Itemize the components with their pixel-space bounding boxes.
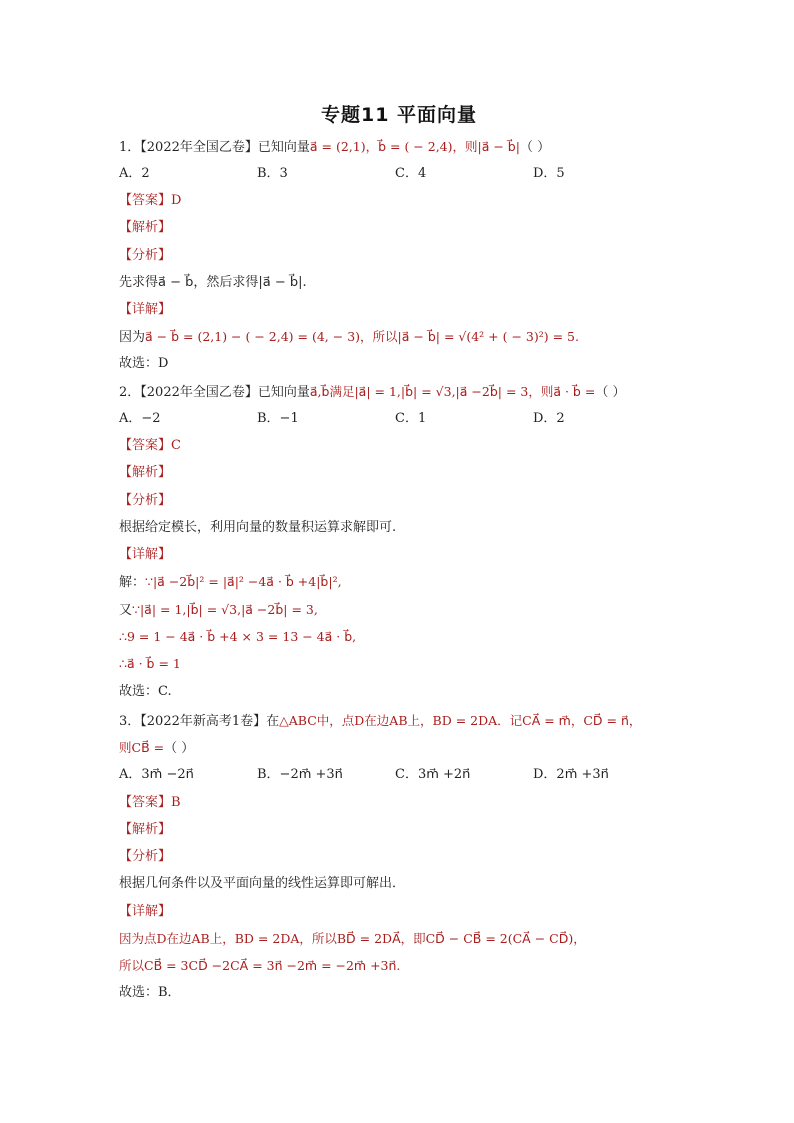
question-3-stem xyxy=(119,710,719,732)
detail-math: ∵|a⃗| = 1,|b⃗| = √3,|a⃗ −2b⃗| = 3, xyxy=(132,602,318,617)
exam-source-tag: 【2022年全国乙卷】 xyxy=(140,385,258,400)
reasoning-heading: 【分析】 xyxy=(119,849,172,864)
detail-line-4: ∴a⃗ · b⃗ = 1 xyxy=(119,656,181,671)
question-number: 1． xyxy=(119,140,141,155)
reasoning-heading: 【分析】 xyxy=(119,248,172,263)
answer-blank: （ ） xyxy=(519,140,551,155)
detail-heading: 【详解】 xyxy=(119,904,172,919)
question-math: △ABC中，点D在边AB上，BD = 2DA．记CA⃗ = m⃗，CD⃗ = n⃗， xyxy=(279,713,642,728)
reasoning-text: 根据给定模长，利用向量的数量积运算求解即可. xyxy=(119,520,397,535)
question-3-stem-continued xyxy=(119,737,719,759)
final-choice: 故选：D xyxy=(119,356,169,371)
question-math: a⃗,b⃗满足|a⃗| = 1,|b⃗| = √3,|a⃗ −2b⃗| = 3，则a⃗ · b⃗ = xyxy=(309,384,596,399)
question-text: 已知向量 xyxy=(257,140,310,155)
option-c: C．3m⃗ +2n⃗ xyxy=(395,767,471,782)
option-b: B．−2m⃗ +3n⃗ xyxy=(257,767,343,782)
reasoning-text: 先求得a⃗ − b⃗，然后求得|a⃗ − b⃗|. xyxy=(119,275,307,290)
detail-text xyxy=(119,326,719,348)
answer-label: 【答案】B xyxy=(119,795,181,810)
detail-prefix: 又 xyxy=(119,603,133,618)
detail-math: ∵|a⃗ −2b⃗|² = |a⃗|² −4a⃗ · b⃗ +4|b⃗|², xyxy=(145,574,342,589)
question-number: 2． xyxy=(119,385,141,400)
detail-math: a⃗ − b⃗ = (2,1) − ( − 2,4) = (4, − 3)，所以|a⃗ − b⃗| = √(4² + ( − 3)²) = 5. xyxy=(145,329,579,344)
analysis-heading: 【解析】 xyxy=(119,220,172,235)
question-math: 则CB⃗ = xyxy=(119,740,165,755)
question-number: 3． xyxy=(119,714,141,729)
answer-blank: （ ） xyxy=(595,385,626,400)
answer-blank: （ ） xyxy=(164,741,195,756)
option-c: C．1 xyxy=(395,411,427,426)
option-d: D．2m⃗ +3n⃗ xyxy=(533,767,609,782)
detail-heading: 【详解】 xyxy=(119,547,172,562)
option-a: A．2 xyxy=(119,166,150,181)
question-2-options xyxy=(119,408,719,430)
detail-line-2 xyxy=(119,599,719,621)
detail-line-1: 因为点D在边AB上，BD = 2DA，所以BD⃗ = 2DA⃗，即CD⃗ − CB⃗ = 2(CA⃗ − CD⃗)， xyxy=(119,931,586,946)
question-1-options xyxy=(119,163,719,185)
question-text: 已知向量 xyxy=(257,385,310,400)
exam-source-tag: 【2022年全国乙卷】 xyxy=(140,140,258,155)
question-3-options xyxy=(119,764,719,786)
option-b: B．−1 xyxy=(257,411,299,426)
option-a: A．3m⃗ −2n⃗ xyxy=(119,767,194,782)
answer-label: 【答案】C xyxy=(119,438,181,453)
exam-source-tag: 【2022年新高考1卷】 xyxy=(140,714,267,729)
reasoning-heading: 【分析】 xyxy=(119,493,172,508)
option-a: A．−2 xyxy=(119,411,161,426)
detail-heading: 【详解】 xyxy=(119,302,172,317)
detail-line-1 xyxy=(119,571,719,593)
answer-label: 【答案】D xyxy=(119,193,182,208)
detail-line-2: 所以CB⃗ = 3CD⃗ −2CA⃗ = 3n⃗ −2m⃗ = −2m⃗ +3n⃗. xyxy=(119,958,401,973)
option-b: B．3 xyxy=(257,166,288,181)
question-1-stem xyxy=(119,136,719,158)
detail-line-3: ∴9 = 1 − 4a⃗ · b⃗ +4 × 3 = 13 − 4a⃗ · b⃗, xyxy=(119,629,357,644)
option-d: D．5 xyxy=(533,166,565,181)
analysis-heading: 【解析】 xyxy=(119,465,172,480)
detail-prefix: 因为 xyxy=(119,330,146,345)
option-d: D．2 xyxy=(533,411,565,426)
option-c: C．4 xyxy=(395,166,427,181)
reasoning-text: 根据几何条件以及平面向量的线性运算即可解出． xyxy=(119,876,406,891)
page-title: 专题11 平面向量 xyxy=(320,104,478,126)
question-math: a⃗ = (2,1)，b⃗ = ( − 2,4)，则|a⃗ − b⃗| xyxy=(309,139,520,154)
question-text: 在 xyxy=(266,714,280,729)
final-choice: 故选：C. xyxy=(119,684,172,699)
final-choice: 故选：B． xyxy=(119,985,181,1000)
question-2-stem xyxy=(119,381,719,403)
detail-prefix: 解： xyxy=(119,575,146,590)
analysis-heading: 【解析】 xyxy=(119,822,172,837)
